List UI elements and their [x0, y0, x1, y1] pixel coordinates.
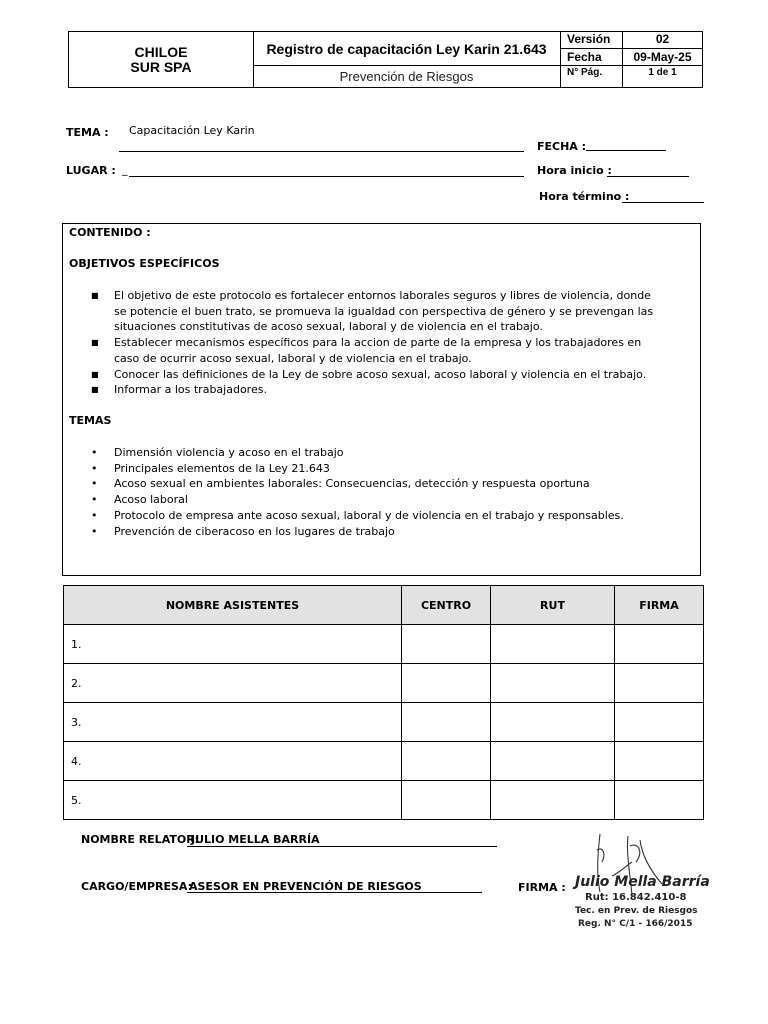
list-item: • Acoso laboral [91, 493, 188, 507]
nombre-cell[interactable]: 5. [64, 781, 402, 820]
firma-cell[interactable] [615, 742, 704, 781]
list-item: ■ El objetivo de este protocolo es fortalecer entornos laborales seguros y libres de violencia, donde se potencie el buen trato, se promueva la igualdad con perspectiva de género y se prevengan las situaciones constitutivas de acoso sexual, laboral y de violencia en el trabajo. [91, 289, 654, 334]
firma-cell[interactable] [615, 781, 704, 820]
list-item: ■ Informar a los trabajadores. [91, 383, 267, 397]
tema-value[interactable]: Capacitación Ley Karin [129, 124, 255, 137]
firma-label: FIRMA : [518, 881, 566, 894]
tema-label: TEMA : [66, 126, 109, 139]
company-name: CHILOE SUR SPA [69, 32, 254, 87]
tema-line [119, 151, 524, 152]
relator-line [187, 846, 497, 847]
page-value: 1 de 1 [648, 67, 677, 78]
table-row [64, 664, 704, 703]
stamp-title: Tec. en Prev. de Riesgos [575, 906, 698, 916]
temas-list [63, 445, 654, 539]
list-item: • Acoso sexual en ambientes laborales: Consecuencias, detección y respuesta oportuna [91, 477, 590, 491]
rut-cell[interactable] [491, 742, 615, 781]
rut-cell[interactable] [491, 781, 615, 820]
version-label: Versión [560, 32, 623, 49]
date-label: Fecha [560, 49, 623, 66]
table-row [64, 625, 704, 664]
list-item: ■ Establecer mecanismos específicos para la accion de parte de la empresa y los trabajadores en caso de ocurrir acoso sexual, laboral y de violencia en el trabajo. [91, 336, 642, 365]
list-item: • Dimensión violencia y acoso en el trabajo [91, 446, 344, 459]
nombre-cell[interactable]: 1. [64, 625, 402, 664]
table-row [64, 703, 704, 742]
firma-cell[interactable] [615, 703, 704, 742]
signature-stamp [570, 832, 710, 932]
cargo-label: CARGO/EMPRESA: [81, 880, 192, 893]
hora-termino-field[interactable] [622, 202, 704, 203]
lugar-label: LUGAR : [66, 164, 116, 177]
page-label: N° Pág. [560, 66, 623, 87]
firma-cell[interactable] [615, 625, 704, 664]
stamp-rut: Rut: 16.842.410-8 [585, 892, 687, 903]
header-firma: FIRMA [615, 586, 704, 625]
rut-cell[interactable] [491, 625, 615, 664]
content-heading: CONTENIDO : [69, 226, 151, 239]
document-subtitle: Prevención de Riesgos [253, 65, 561, 87]
firma-cell[interactable] [615, 664, 704, 703]
stamp-reg: Reg. N° C/1 - 166/2015 [578, 919, 693, 929]
date-value: 09-May-25 [623, 49, 702, 66]
centro-cell[interactable] [402, 781, 491, 820]
fecha-label: FECHA : [537, 140, 587, 153]
objectives-heading: OBJETIVOS ESPECÍFICOS [69, 257, 220, 270]
attendance-table [63, 585, 704, 820]
list-item: • Protocolo de empresa ante acoso sexual, laboral y de violencia en el trabajo y responsables. [91, 508, 624, 522]
nombre-cell[interactable]: 4. [64, 742, 402, 781]
relator-label: NOMBRE RELATOR: [81, 833, 200, 846]
centro-cell[interactable] [402, 625, 491, 664]
list-item: • Principales elementos de la Ley 21.643 [91, 461, 330, 475]
temas-heading: TEMAS [69, 414, 112, 427]
rut-cell[interactable] [491, 703, 615, 742]
header-rut: RUT [491, 586, 615, 625]
table-row [64, 781, 704, 820]
document-header [68, 31, 703, 88]
nombre-cell[interactable]: 2. [64, 664, 402, 703]
rut-cell[interactable] [491, 664, 615, 703]
table-row [64, 742, 704, 781]
list-item: ■ Conocer las definiciones de la Ley de sobre acoso sexual, acoso laboral y violencia en el trabajo. [91, 367, 647, 381]
hora-termino-label: Hora término : [539, 190, 630, 203]
document-title: Registro de capacitación Ley Karin 21.643 [253, 32, 561, 66]
lugar-prefix: _ [122, 163, 128, 176]
centro-cell[interactable] [402, 703, 491, 742]
relator-value: JULIO MELLA BARRÍA [191, 833, 320, 846]
centro-cell[interactable] [402, 664, 491, 703]
nombre-cell[interactable]: 3. [64, 703, 402, 742]
content-box [62, 223, 701, 576]
header-nombre: NOMBRE ASISTENTES [64, 586, 402, 625]
fecha-field[interactable] [586, 150, 666, 151]
stamp-name: Julio Mella Barría [575, 874, 710, 890]
version-value: 02 [623, 32, 702, 49]
list-item: • Prevención de ciberacoso en los lugares de trabajo [91, 524, 395, 538]
header-centro: CENTRO [402, 586, 491, 625]
cargo-value: ASESOR EN PREVENCIÓN DE RIESGOS [189, 880, 422, 893]
hora-inicio-field[interactable] [607, 176, 689, 177]
table-header-row [64, 586, 704, 625]
lugar-field[interactable] [129, 176, 524, 177]
hora-inicio-label: Hora inicio : [537, 164, 612, 177]
objectives-list [63, 288, 654, 398]
cargo-line [187, 892, 482, 893]
centro-cell[interactable] [402, 742, 491, 781]
